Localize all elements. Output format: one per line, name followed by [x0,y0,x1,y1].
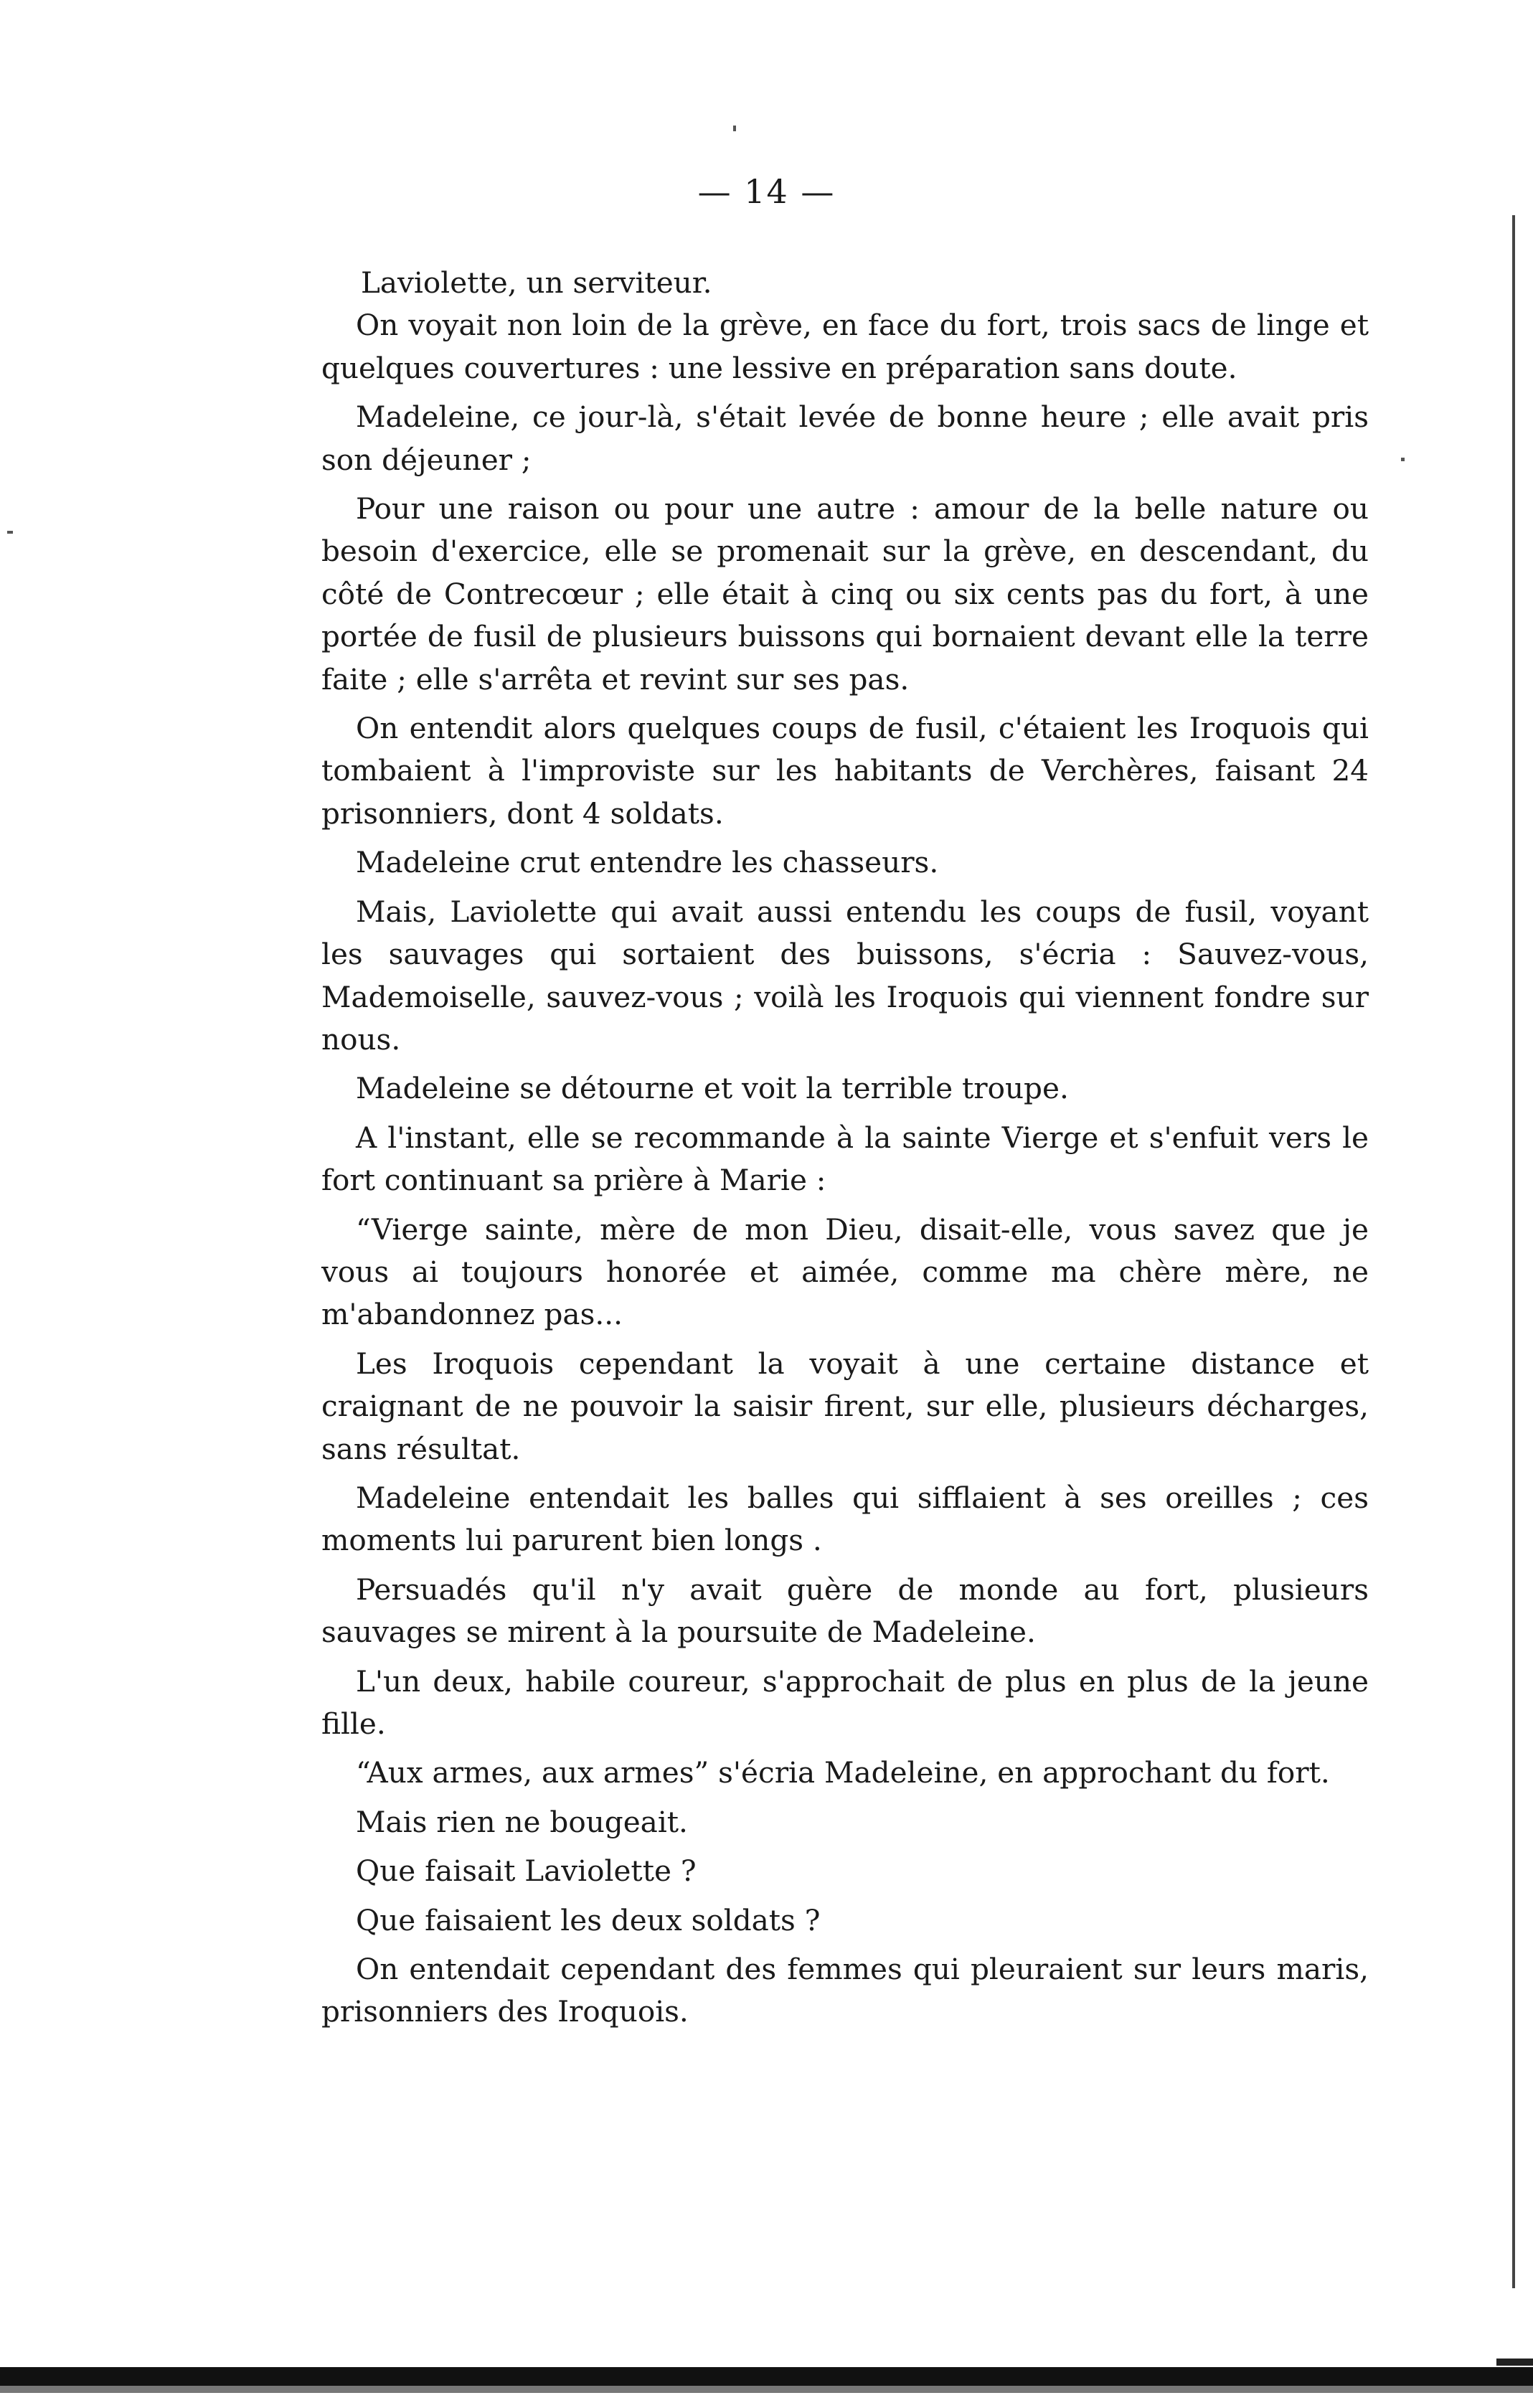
scan-speck [7,531,13,534]
paragraph-10: “Vierge sainte, mère de mon Dieu, disait-elle, vous savez que je vous ai toujours honorée et aimée, comme ma chère mère, ne m'abandonnez pas... [321,1212,1369,1332]
page-edge-bottom [0,2367,1533,2386]
paragraph-9: A l'instant, elle se recommande à la sainte Vierge et s'enfuit vers le fort continuant sa prière à Marie : [321,1120,1369,1198]
paragraph-2: On voyait non loin de la grève, en face du fort, trois sacs de linge et quelques couvertures : une lessive en préparation sans doute. [321,308,1369,385]
scan-speck [733,126,736,131]
paragraph-6: Madeleine crut entendre les chasseurs. [356,845,939,880]
paragraph-5: On entendit alors quelques coups de fusil, c'étaient les Iroquois qui tombaient à l'improviste sur les habitants de Verchères, faisant 24 prisonniers, dont 4 soldats. [321,711,1369,831]
paragraph-8: Madeleine se détourne et voit la terrible troupe. [356,1071,1069,1106]
body-text [321,262,1369,2040]
page-edge-right [1512,215,1515,2288]
scan-speck [1401,458,1405,461]
paragraph-11: Les Iroquois cependant la voyait à une certaine distance et craignant de ne pouvoir la saisir firent, sur elle, plusieurs décharges, sans résultat. [321,1346,1369,1466]
paragraph-19: On entendait cependant des femmes qui pleuraient sur leurs maris, prisonniers des Iroquois. [321,1952,1369,2029]
paragraph-1: Laviolette, un serviteur. [361,265,712,300]
page-edge-bottom-shadow [0,2386,1533,2393]
paragraph-14: L'un deux, habile coureur, s'approchait de plus en plus de la jeune fille. [321,1663,1369,1741]
page-number: — 14 — [697,172,836,211]
paragraph-15: “Aux armes, aux armes” s'écria Madeleine, en approchant du fort. [356,1755,1330,1790]
paragraph-4: Pour une raison ou pour une autre : amour de la belle nature ou besoin d'exercice, elle se promenait sur la grève, en descendant, du côté de Contrecœur ; elle était à cinq ou six cents pas du fort, à une portée de fusil de plusieurs buissons qui bornaient devant elle la terre faite ; elle s'arrêta et revint sur ses pas. [321,491,1369,697]
page-edge-corner [1496,2359,1533,2366]
paragraph-3: Madeleine, ce jour-là, s'était levée de bonne heure ; elle avait pris son déjeuner ; [321,400,1369,477]
paragraph-17: Que faisait Laviolette ? [356,1854,697,1889]
paragraph-7: Mais, Laviolette qui avait aussi entendu les coups de fusil, voyant les sauvages qui sortaient des buissons, s'écria : Sauvez-vous, Mademoiselle, sauvez-vous ; voilà les Iroquois qui viennent fondre sur nous. [321,894,1369,1057]
paragraph-16: Mais rien ne bougeait. [356,1804,688,1839]
paragraph-13: Persuadés qu'il n'y avait guère de monde au fort, plusieurs sauvages se mirent à la poursuite de Madeleine. [321,1572,1369,1650]
paragraph-18: Que faisaient les deux soldats ? [356,1902,821,1937]
paragraph-12: Madeleine entendait les balles qui sifflaient à ses oreilles ; ces moments lui parurent bien longs . [321,1480,1369,1558]
